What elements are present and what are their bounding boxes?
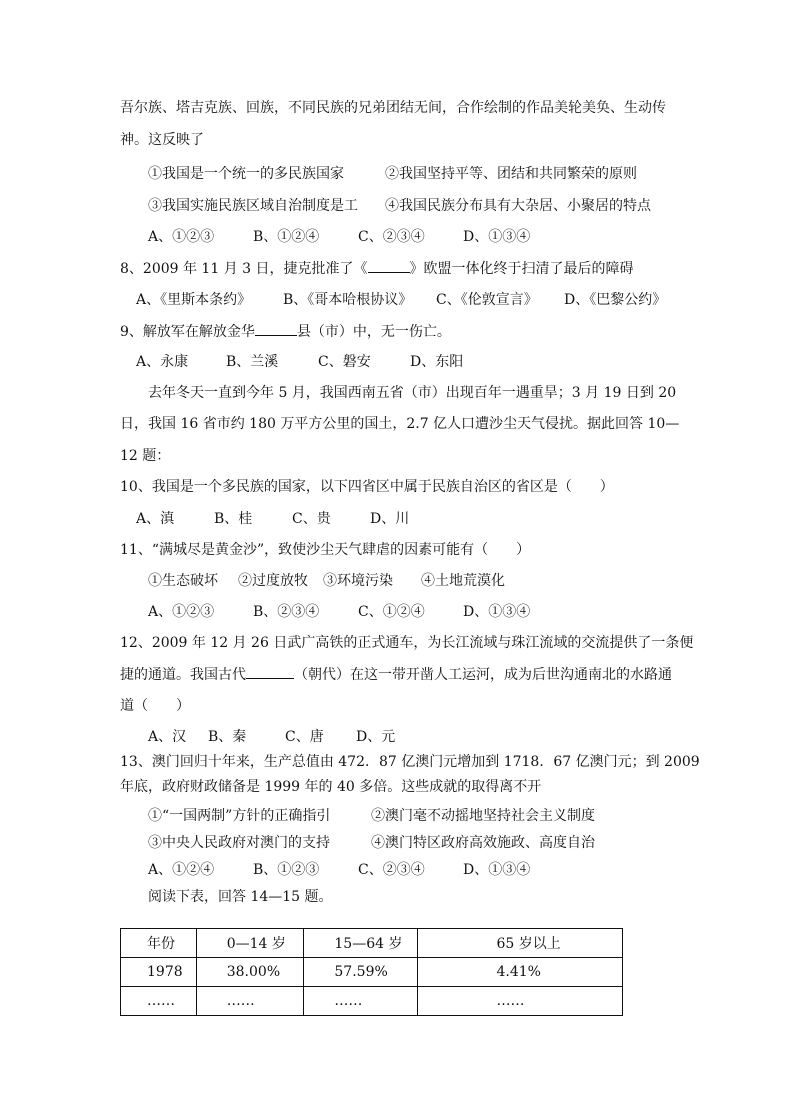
q9-stem-start: 9、解放军在解放金华 (120, 324, 255, 340)
q7-item-3: ③我国实施民族区域自治制度是工 (148, 198, 358, 214)
q7-option-a: A、①②③ (148, 229, 215, 245)
q13-options (148, 860, 530, 880)
q13-option-d: D、①③④ (463, 862, 531, 878)
q11-option-a: A、①②③ (148, 604, 215, 620)
q7-option-b: B、①②④ (253, 229, 320, 245)
q13-item-2: ②澳门毫不动摇地坚持社会主义制度 (371, 808, 595, 824)
table-cell: …… (418, 987, 623, 1016)
q13-items-row1 (148, 806, 595, 826)
q7-items-row2 (148, 196, 651, 216)
intro10-line3: 12 题： (120, 448, 171, 464)
table-cell: 38.00% (196, 958, 304, 987)
table-cell: …… (196, 987, 304, 1016)
q7-item-4: ④我国民族分布具有大杂居、小聚居的特点 (385, 198, 651, 214)
table-header-cell: 65 岁以上 (418, 929, 623, 958)
intro10-line2: 日，我国 16 省市约 180 万平方公里的国土，2.7 亿人口遭沙尘天气侵扰。据此回答 10— (120, 416, 680, 432)
table-cell: 1978 (121, 958, 197, 987)
q13-option-a: A、①②④ (148, 862, 215, 878)
q9-option-b: B、兰溪 (226, 354, 279, 370)
q13-item-4: ④澳门特区政府高效施政、高度自治 (371, 835, 595, 851)
table-cell: …… (121, 987, 197, 1016)
q12-stem-line2 (120, 664, 672, 685)
q12-stem-start: 捷的通道。我国古代 (120, 667, 246, 683)
q13-item-1: ①“一国两制”方针的正确指引 (148, 808, 331, 824)
table-cell: 57.59% (304, 958, 418, 987)
q11-item-1: ①生态破坏 (148, 573, 218, 589)
q10-stem: 10、我国是一个多民族的国家，以下四省区中属于民族自治区的省区是（ ） (120, 479, 614, 495)
q8-blank (368, 258, 410, 273)
q12-option-b: B、秦 (208, 729, 247, 745)
q7-stem-line1: 吾尔族、塔吉克族、回族，不同民族的兄弟团结无间，合作绘制的作品美轮美奂、生动传 (120, 100, 666, 116)
q8-options (136, 290, 666, 310)
q7-items-row1 (148, 164, 637, 184)
q9-stem (120, 321, 451, 342)
q12-blank (246, 664, 294, 679)
table-header-row (121, 929, 623, 958)
q13-option-b: B、①②③ (253, 862, 320, 878)
q9-option-c: C、磐安 (318, 354, 371, 370)
q8-stem-start: 8、2009 年 11 月 3 日，捷克批准了《 (120, 261, 368, 277)
table-cell: …… (304, 987, 418, 1016)
q7-stem-line2: 神。这反映了 (120, 132, 204, 148)
q9-blank (255, 321, 297, 336)
q11-item-4: ④土地荒漠化 (421, 573, 505, 589)
table-row (121, 958, 623, 987)
table-cell: 4.41% (418, 958, 623, 987)
q10-option-a: A、滇 (136, 511, 175, 527)
q10-options (136, 509, 409, 529)
q11-options (148, 602, 530, 622)
intro14: 阅读下表，回答 14—15 题。 (148, 889, 333, 905)
q7-option-c: C、②③④ (358, 229, 425, 245)
q12-option-a: A、汉 (148, 729, 187, 745)
q11-stem: 11、“满城尽是黄金沙”，致使沙尘天气肆虐的因素可能有（ ） (120, 542, 531, 558)
q7-item-2: ②我国坚持平等、团结和共同繁荣的原则 (385, 166, 637, 182)
q7-options (148, 227, 530, 247)
q12-option-c: C、唐 (285, 729, 324, 745)
q11-option-c: C、①②④ (358, 604, 425, 620)
q9-options (136, 352, 463, 372)
q13-items-row2 (148, 833, 595, 853)
q11-option-b: B、②③④ (253, 604, 320, 620)
q12-options (148, 727, 395, 747)
table-header-cell: 0—14 岁 (196, 929, 304, 958)
q12-stem-line1: 12、2009 年 12 月 26 日武广高铁的正式通车，为长江流域与珠江流域的交流提供了一条便 (120, 635, 694, 651)
q8-option-d: D、《巴黎公约》 (564, 292, 667, 308)
q13-stem-line1: 13、澳门回归十年来，生产总值由 472．87 亿澳门元增加到 1718．67 亿澳门元；到 2009 (120, 754, 700, 770)
q8-stem-end: 》欧盟一体化终于扫清了最后的障碍 (409, 261, 634, 277)
q8-stem (120, 258, 634, 279)
q10-option-b: B、桂 (214, 511, 253, 527)
q7-option-d: D、①③④ (463, 229, 531, 245)
q11-items (148, 571, 505, 591)
q8-option-a: A、《里斯本条约》 (136, 292, 252, 308)
q9-stem-end: 县（市）中，无一伤亡。 (296, 324, 451, 340)
q8-option-c: C、《伦敦宣言》 (436, 292, 538, 308)
q10-option-d: D、川 (370, 511, 410, 527)
q8-option-b: B、《哥本哈根协议》 (283, 292, 413, 308)
q13-stem-line2: 年底，政府财政储备是 1999 年的 40 多倍。这些成就的取得离不开 (120, 779, 542, 795)
q12-stem-line3: 道（ ） (120, 698, 190, 714)
table-header-cell: 年份 (121, 929, 197, 958)
intro10-line1: 去年冬天一直到今年 5 月，我国西南五省（市）出现百年一遇重旱；3 月 19 日到 20 (148, 385, 677, 401)
q12-stem-end: （朝代）在这一带开凿人工运河，成为后世沟通南北的水路通 (294, 667, 672, 683)
q9-option-d: D、东阳 (410, 354, 464, 370)
q13-item-3: ③中央人民政府对澳门的支持 (148, 835, 330, 851)
table-row (121, 987, 623, 1016)
q11-item-2: ②过度放牧 (238, 573, 308, 589)
q9-option-a: A、永康 (136, 354, 189, 370)
q11-option-d: D、①③④ (463, 604, 531, 620)
table-header-cell: 15—64 岁 (304, 929, 418, 958)
q11-item-3: ③环境污染 (323, 573, 393, 589)
population-table (120, 928, 623, 1016)
q7-item-1: ①我国是一个统一的多民族国家 (148, 166, 344, 182)
q12-option-d: D、元 (356, 729, 396, 745)
q10-option-c: C、贵 (292, 511, 331, 527)
q13-option-c: C、②③④ (358, 862, 425, 878)
